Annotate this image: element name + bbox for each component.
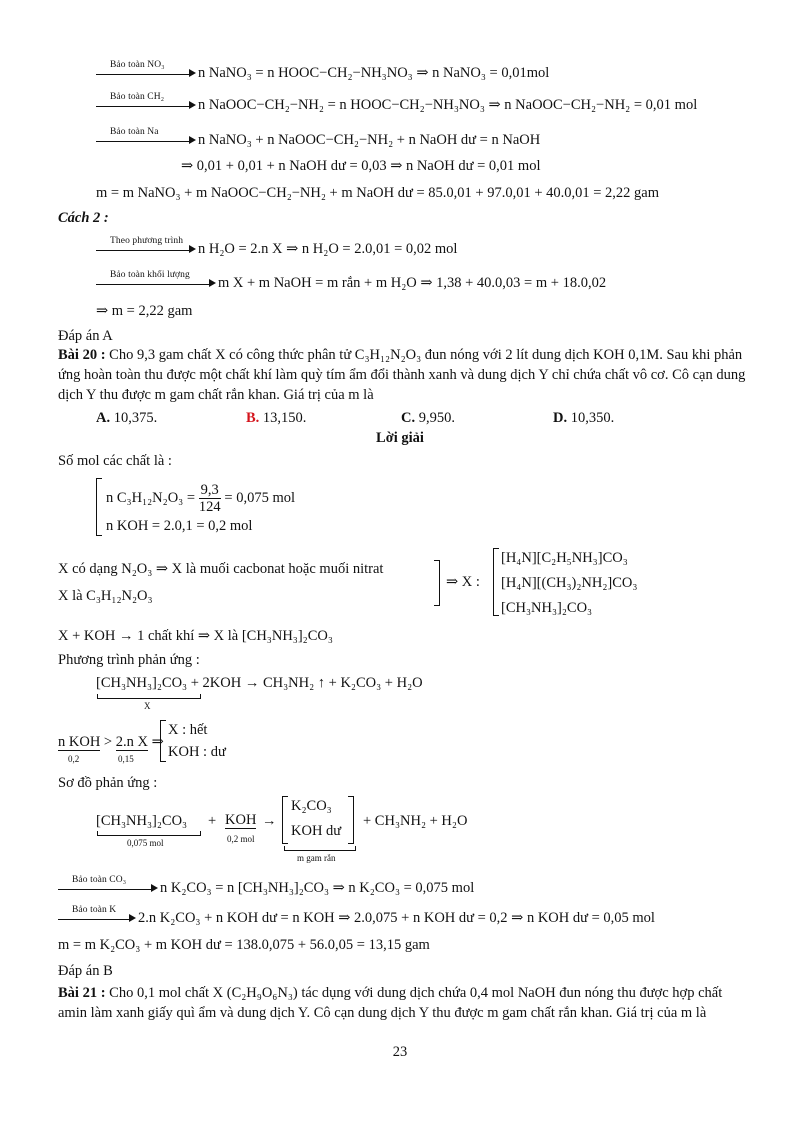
scheme-products-label: m gam rắn bbox=[297, 853, 336, 863]
cmp-result-1: X : hết bbox=[168, 722, 208, 738]
page-number: 23 bbox=[392, 1044, 408, 1060]
underbrace bbox=[97, 831, 201, 836]
conservation-line-no3 bbox=[96, 59, 550, 83]
underbrace bbox=[284, 846, 356, 851]
answer-line: Đáp án A bbox=[58, 328, 113, 344]
arrow-label: Bảo toàn CO₃ bbox=[72, 874, 127, 885]
problem-text: Cho 0,1 mol chất X (C₂H₉O₆N₃) tác dụng với dung dịch chứa 0,4 mol NaOH đun nóng thu được hợp chất amin làm xanh giấy quì ẩm và dung dịch Y. Cô cạn dung dịch Y thu được m gam chất rắn khan. Giá trị của m là bbox=[58, 985, 723, 1021]
underbrace bbox=[97, 694, 201, 699]
mol-line-x: n C₃H₁₂N₂O₃ = $\frac{9,3}{124}$ = 0,075 mol bbox=[106, 482, 296, 515]
cmp-result-2: KOH : dư bbox=[168, 744, 226, 760]
scheme-koh: KOH bbox=[225, 812, 257, 828]
mol-heading: Số mol các chất là : bbox=[58, 453, 172, 469]
conservation-line-co3 bbox=[58, 874, 475, 898]
equation-line-mass bbox=[96, 269, 607, 293]
reaction-equation: [CH₃NH₃]₂CO₃ + 2KOH → CH₃NH₂ ↑ + K₂CO₃ + H₂O bbox=[96, 675, 423, 691]
arrow-label: Bảo toàn NO₃ bbox=[110, 59, 165, 70]
equation: n NaOOC−CH₂−NH₂ = n HOOC−CH₂−NH₃NO₃ ⇒ n NaOOC−CH₂−NH₂ = 0,01 mol bbox=[198, 97, 698, 113]
scheme-x-label: 0,075 mol bbox=[127, 838, 164, 848]
result-line: ⇒ m = 2,22 gam bbox=[96, 303, 193, 319]
equation: n H₂O = 2.n X ⇒ n H₂O = 2.0,01 = 0,02 mol bbox=[198, 241, 458, 257]
method-heading: Cách 2 : bbox=[58, 210, 109, 226]
candidate-2: [H₄N][(CH₃)₂NH₂]CO₃ bbox=[501, 575, 638, 591]
problem-title: Bài 21 : bbox=[58, 985, 106, 1001]
option-d: D. 10,350. bbox=[553, 410, 615, 426]
gas-conclusion: X + KOH → 1 chất khí ⇒ X là [CH₃NH₃]₂CO₃ bbox=[58, 628, 333, 644]
arrow-label: Bảo toàn Na bbox=[110, 126, 159, 137]
scheme-reactant-x: [CH₃NH₃]₂CO₃ bbox=[96, 813, 188, 829]
candidate-3: [CH₃NH₃]₂CO₃ bbox=[501, 600, 593, 616]
arrow-label: Bảo toàn CH₂ bbox=[110, 91, 165, 102]
bracket bbox=[493, 548, 499, 616]
left-brace bbox=[160, 720, 166, 762]
scheme-product-1: K₂CO₃ bbox=[291, 798, 332, 814]
form-line-1: X có dạng N₂O₃ ⇒ X là muối cacbonat hoặc muối nitrat bbox=[58, 561, 384, 577]
comparison: n KOH > 2.n X ⇒ bbox=[58, 734, 164, 750]
equation: 2.n K₂CO₃ + n KOH dư = n KOH ⇒ 2.0,075 + n KOH dư = 0,2 ⇒ n KOH dư = 0,05 mol bbox=[138, 910, 655, 926]
candidate-1: [H₄N][C₂H₅NH₃]CO₃ bbox=[501, 550, 628, 566]
right-brace bbox=[434, 560, 440, 606]
equation-line: ⇒ 0,01 + 0,01 + n NaOH dư = 0,03 ⇒ n NaOH dư = 0,01 mol bbox=[181, 158, 541, 174]
underbrace-label: X bbox=[144, 701, 151, 711]
equation: n NaNO₃ = n HOOC−CH₂−NH₃NO₃ ⇒ n NaNO₃ = 0,01mol bbox=[198, 65, 550, 81]
conservation-line-ch2 bbox=[96, 91, 698, 115]
form-line-2: X là C₃H₁₂N₂O₃ bbox=[58, 588, 153, 604]
answer-line: Đáp án B bbox=[58, 963, 113, 979]
cmp-b-value: 0,15 bbox=[118, 754, 134, 764]
form-implies: ⇒ X : bbox=[446, 574, 480, 590]
equation: n NaNO₃ + n NaOOC−CH₂−NH₂ + n NaOH dư = n NaOH bbox=[198, 132, 541, 148]
conservation-line-na bbox=[96, 126, 541, 150]
cmp-a-value: 0,2 bbox=[68, 754, 80, 764]
scheme-arrow: → bbox=[262, 813, 277, 829]
problem-text: Cho 9,3 gam chất X có công thức phân tử C₃H₁₂N₂O₃ đun nóng với 2 lít dung dịch KOH 0,1M. Sau khi phản ứng hoàn toàn thu được một chất khí làm quỳ tím ẩm đổi thành xanh và dung dịch Y chỉ chứa chất vô cơ. Cô cạn dung dịch Y thu được m gam chất rắn khan. Giá trị của m là bbox=[58, 347, 746, 403]
solution-heading: Lời giải bbox=[376, 430, 424, 446]
left-brace bbox=[282, 796, 288, 844]
option-b: B. 13,150. bbox=[246, 410, 307, 426]
scheme-koh-label: 0,2 mol bbox=[227, 834, 255, 844]
mol-line-koh: n KOH = 2.0,1 = 0,2 mol bbox=[106, 518, 253, 534]
scheme-product-2: KOH dư bbox=[291, 823, 342, 839]
reactant-x: [CH₃NH₃]₂CO₃ bbox=[96, 675, 188, 691]
conservation-line-k bbox=[58, 904, 655, 928]
left-brace bbox=[96, 478, 102, 536]
scheme-plus: + bbox=[208, 813, 217, 829]
equation: m X + m NaOH = m rắn + m H₂O ⇒ 1,38 + 40.0,03 = m + 18.0,02 bbox=[218, 275, 607, 291]
arrow-label: Theo phương trình bbox=[110, 235, 184, 246]
problem-title: Bài 20 : bbox=[58, 347, 106, 363]
pt-heading: Phương trình phản ứng : bbox=[58, 652, 200, 668]
mass-equation: m = m NaNO₃ + m NaOOC−CH₂−NH₂ + m NaOH dư = 85.0,01 + 97.0,01 + 40.0,01 = 2,22 gam bbox=[96, 185, 660, 201]
equation-line-theo bbox=[96, 235, 458, 259]
equation: n K₂CO₃ = n [CH₃NH₃]₂CO₃ ⇒ n K₂CO₃ = 0,075 mol bbox=[160, 880, 475, 896]
problem-statement bbox=[58, 983, 748, 1023]
scheme-heading: Sơ đồ phản ứng : bbox=[58, 775, 158, 791]
final-mass: m = m K₂CO₃ + m KOH dư = 138.0,075 + 56.0,05 = 13,15 gam bbox=[58, 937, 430, 953]
option-c: C. 9,950. bbox=[401, 410, 455, 426]
arrow-label: Bảo toàn khối lượng bbox=[110, 269, 190, 280]
scheme-rest: + CH₃NH₂ + H₂O bbox=[363, 813, 468, 829]
right-brace bbox=[348, 796, 354, 844]
problem-statement bbox=[58, 345, 748, 405]
arrow-label: Bảo toàn K bbox=[72, 904, 117, 915]
option-a: A. 10,375. bbox=[96, 410, 158, 426]
